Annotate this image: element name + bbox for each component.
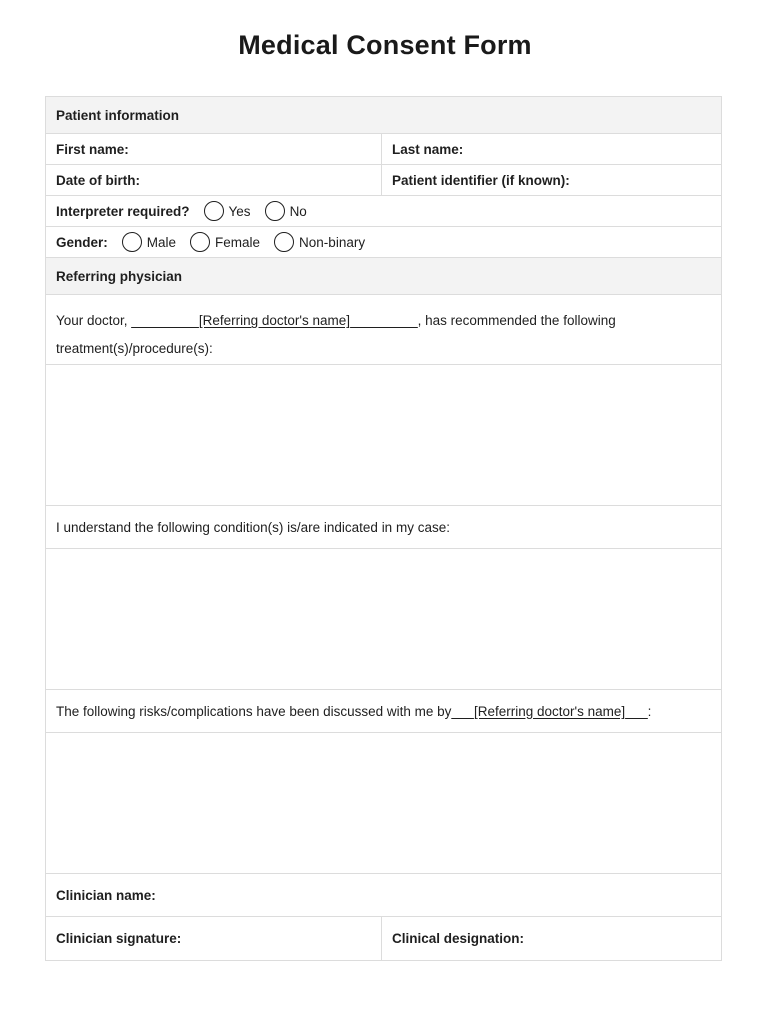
dob-row	[46, 165, 721, 196]
radio-circle-icon[interactable]	[122, 232, 142, 252]
your-doctor-prefix: Your doctor,	[56, 313, 132, 328]
first-name-field[interactable]: First name:	[46, 134, 382, 164]
risks-text	[46, 690, 651, 732]
patient-identifier-field[interactable]: Patient identifier (if known):	[392, 172, 570, 188]
clinician-signature-field[interactable]: Clinician signature:	[46, 917, 382, 960]
radio-label: Non-binary	[299, 234, 366, 250]
date-of-birth-field[interactable]: Date of birth:	[46, 165, 382, 195]
gender-female-radio[interactable]	[190, 232, 260, 252]
radio-label: No	[289, 203, 307, 219]
risks-textarea[interactable]	[46, 733, 721, 874]
consent-form	[45, 96, 722, 961]
conditions-text: I understand the following condition(s) is/are indicated in my case:	[56, 519, 450, 535]
interpreter-row	[46, 196, 721, 227]
your-doctor-suffix: , has recommended the following	[417, 313, 616, 328]
radio-circle-icon[interactable]	[204, 201, 224, 221]
referring-doctor-name-field[interactable]: _________[Referring doctor's name]_________	[131, 313, 418, 328]
section-header-patient-information	[46, 97, 721, 134]
section-header-referring-physician	[46, 258, 721, 295]
recommendation-row	[46, 295, 721, 365]
risks-prefix: The following risks/complications have been discussed with me by	[56, 703, 452, 719]
clinical-designation-field[interactable]: Clinical designation:	[392, 931, 525, 946]
risks-doctor-name-field[interactable]: ___[Referring doctor's name]___	[451, 703, 648, 719]
gender-label: Gender:	[56, 234, 108, 250]
interpreter-no-radio[interactable]	[265, 201, 307, 221]
last-name-field[interactable]: Last name:	[392, 141, 464, 157]
radio-circle-icon[interactable]	[265, 201, 285, 221]
risks-suffix: :	[647, 703, 652, 719]
treatment-textarea[interactable]	[46, 365, 721, 506]
treatment-line: treatment(s)/procedure(s):	[56, 341, 213, 356]
gender-row	[46, 227, 721, 258]
radio-circle-icon[interactable]	[274, 232, 294, 252]
gender-male-radio[interactable]	[122, 232, 176, 252]
radio-label: Male	[146, 234, 177, 250]
gender-non-binary-radio[interactable]	[274, 232, 365, 252]
section-title: Patient information	[56, 107, 180, 123]
section-title: Referring physician	[56, 268, 183, 284]
conditions-row	[46, 506, 721, 549]
recommendation-text	[46, 295, 626, 363]
risks-row	[46, 690, 721, 733]
radio-label: Yes	[228, 203, 251, 219]
name-row	[46, 134, 721, 165]
radio-circle-icon[interactable]	[190, 232, 210, 252]
conditions-textarea[interactable]	[46, 549, 721, 690]
clinician-name-field[interactable]: Clinician name:	[56, 887, 156, 903]
signature-row	[46, 917, 721, 960]
interpreter-label: Interpreter required?	[56, 203, 190, 219]
page-title: Medical Consent Form	[238, 30, 532, 60]
interpreter-yes-radio[interactable]	[204, 201, 251, 221]
clinician-name-row	[46, 874, 721, 917]
radio-label: Female	[215, 234, 261, 250]
